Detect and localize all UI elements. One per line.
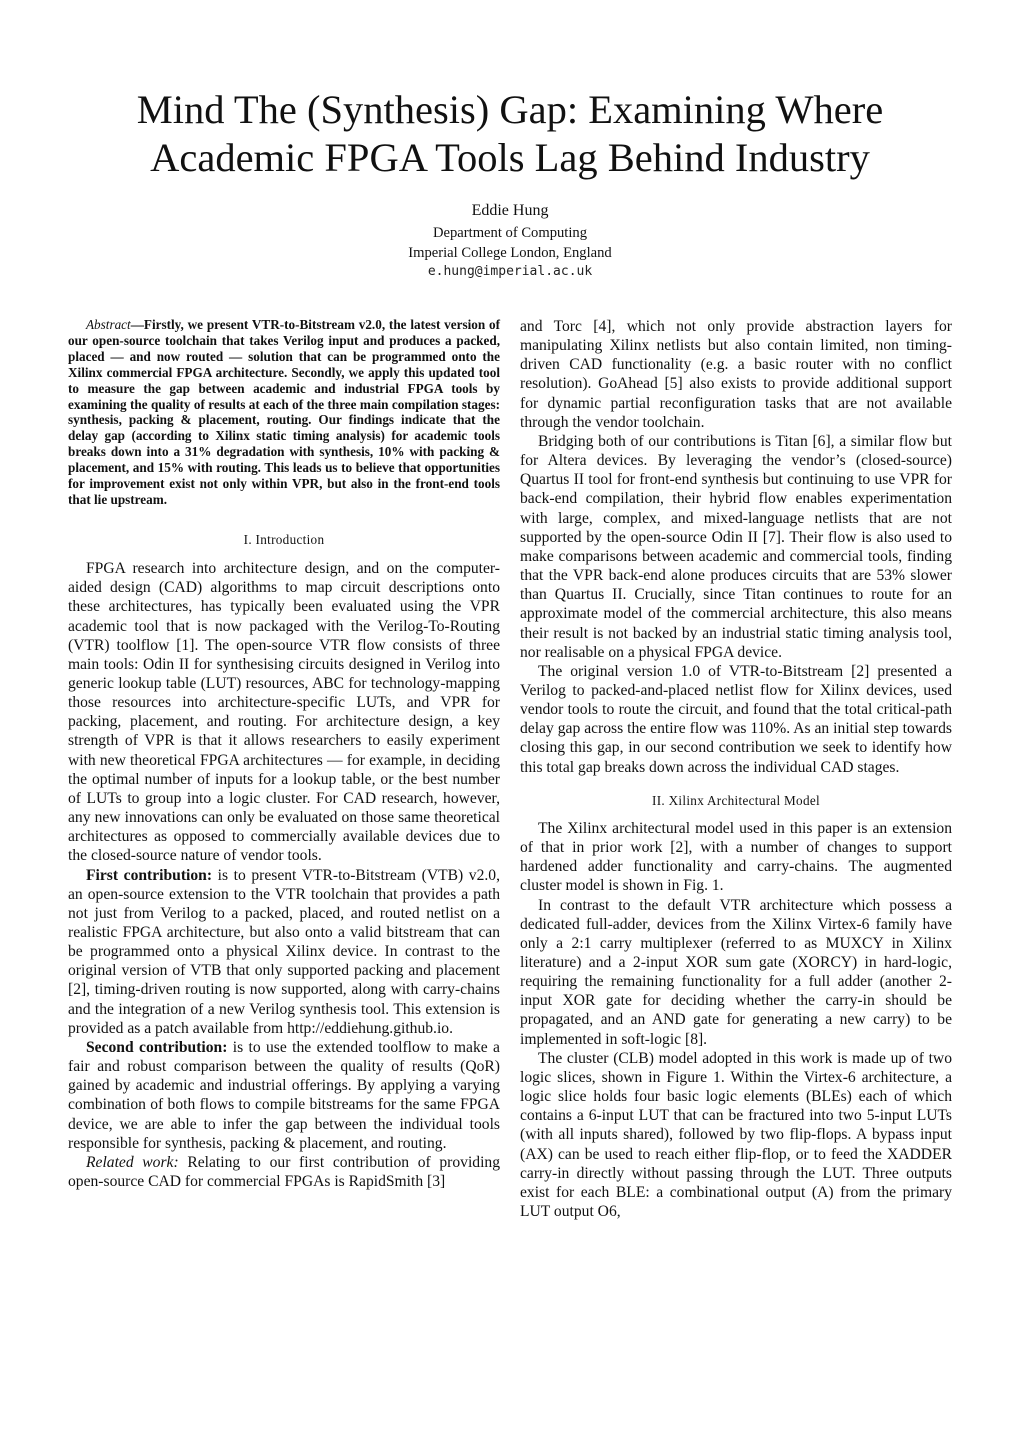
abstract [68, 317, 500, 508]
intro-paragraph-4 [68, 1153, 500, 1191]
author-name: Eddie Hung [471, 202, 549, 219]
intro-paragraph-2 [68, 866, 500, 1038]
title-line-2: Academic FPGA Tools Lag Behind Industry [150, 135, 870, 180]
first-contribution-lead: First contribution: [86, 866, 213, 884]
section-heading-introduction: I. Introduction [243, 531, 325, 547]
author-institution: Imperial College London, England [408, 245, 612, 261]
first-contribution-text: is to present VTR-to-Bitstream (VTB) v2.0, an open-source extension to the VTR toolchain that provides a path not just from Verilog to a packed, placed, and routed netlist on a realistic FPGA architecture, but also onto a valid bitstream that can be programmed onto a physical Xilinx device. In contrast to the original version of VTB that only supported packing and placement [2], timing-driven routing is now supported, along with carry-chains and the integration of a new Verilog synthesis tool. This extension is provided as a patch available from http://eddiehung.github.io. [68, 866, 500, 1037]
title-line-1: Mind The (Synthesis) Gap: Examining Where [136, 87, 884, 132]
intro-paragraph-3 [68, 1038, 500, 1153]
vtb-v1-paragraph: The original version 1.0 of VTR-to-Bitstream [2] presented a Verilog to packed-and-placed netlist flow for Xilinx devices, used vendor tools to route the circuit, and found that the total critical-path delay gap across the entire flow was 110%. As an initial step towards closing this gap, in our second contribution we seek to identify how this total gap breaks down across the individual CAD stages. [520, 662, 952, 776]
abstract-label: Abstract [86, 317, 131, 332]
paper-title [60, 86, 960, 182]
author-email: e.hung@imperial.ac.uk [427, 264, 593, 279]
xilinx-paragraph-1: The Xilinx architectural model used in this paper is an extension of that in prior work [2], with a number of changes to support hardened adder functionality and carry-chains. The augmented cluster model is shown in Fig. 1. [520, 819, 952, 895]
xilinx-paragraph-2: In contrast to the default VTR architecture which possess a dedicated full-adder, devices from the Xilinx Virtex-6 family have only a 2:1 carry multiplexer (referred to as MUXCY in Xilinx literature) and a 2-input XOR sum gate (XORCY) in hard-logic, requiring the remaining functionality for a full adder (another 2-input XOR gate for deciding whether the carry-in should be propagated, and an AND gate for generating a new carry) to be implemented in soft-logic [8]. [520, 896, 952, 1048]
author-department: Department of Computing [432, 225, 588, 241]
second-contribution-text: is to use the extended toolflow to make a fair and robust comparison between the quality of results (QoR) gained by academic and industrial offerings. By applying a varying combination of both flows to compile bitstreams for the same FPGA device, we are able to infer the gap between the individual tools responsible for synthesis, packing & placement, and routing. [68, 1038, 500, 1152]
related-work-text: Relating to our first contribution of providing open-source CAD for commercial FPGAs is RapidSmith [3] [68, 1153, 501, 1191]
left-column [68, 317, 500, 1191]
second-contribution-lead: Second contribution: [86, 1038, 228, 1056]
related-work-lead: Related work: [86, 1153, 179, 1171]
right-column [520, 317, 952, 1221]
titan-paragraph: Bridging both of our contributions is Titan [6], a similar flow but for Altera devices. By leveraging the vendor’s (closed-source) Quartus II tool for front-end synthesis but continuing to use VPR for back-end compilation, their hybrid flow enables experimentation with large, complex, and mixed-language netlists that are not supported by the open-source Odin II [7]. Their flow is also used to make comparisons between academic and commercial tools, finding that the VPR back-end alone produces circuits that are 53% slower than Quartus II. Crucially, since Titan continues to route for an approximate model of the commercial architecture, this also means their result is not backed by an industrial static timing analysis tool, nor realisable on a physical FPGA device. [520, 432, 952, 661]
abstract-text: —Firstly, we present VTR-to-Bitstream v2.0, the latest version of our open-source toolchain that takes Verilog input and produces a packed, placed — and now routed — solution that can be programmed onto the Xilinx commercial FPGA architecture. Secondly, we apply this updated tool to measure the gap between academic and industrial FPGA tools by examining the quality of results at each of the three main compilation stages: synthesis, packing & placement, routing. Our findings indicate that the delay gap (according to Xilinx static timing analysis) for academic tools breaks down into a 31% degradation with synthesis, 10% with packing & placement, and 15% with routing. This leads us to believe that opportunities for improvement exist not only within VPR, but also in the front-end tools that lie upstream. [68, 317, 500, 507]
related-work-continued: and Torc [4], which not only provide abstraction layers for manipulating Xilinx netlists but also contain limited, non timing-driven CAD functionality (e.g. a basic router with no conflict resolution). GoAhead [5] also exists to provide additional support for dynamic partial reconfiguration tasks that are not available through the vendor toolchain. [520, 318, 952, 431]
xilinx-paragraph-3: The cluster (CLB) model adopted in this work is made up of two logic slices, shown in Figure 1. Within the Virtex-6 architecture, a logic slice holds four basic logic elements (BLEs) each of which contains a 6-input LUT that can be fractured into two 5-input LUTs (with all inputs shared), followed by two flip-flops. A bypass input (AX) can be used to reach either flip-flop, or to feed the XADDER carry-in directly without passing through the LUT. Three outputs exist for each BLE: a combinational output (A) from the primary LUT output O6, [520, 1049, 952, 1221]
intro-paragraph-1: FPGA research into architecture design, and on the computer-aided design (CAD) algorithms to map circuit descriptions onto these architectures, has typically been evaluated using the VPR academic tool that is now packaged with the Verilog-To-Routing (VTR) toolflow [1]. The open-source VTR flow consists of three main tools: Odin II for synthesising circuits designed in Verilog into generic lookup table (LUT) resources, ABC for technology-mapping those resources into architecture-specific LUTs, and VPR for packing, placement, and routing. For architecture design, a key strength of VPR is that it allows researchers to easily experiment with new theoretical FPGA architectures — for example, in deciding the optimal number of inputs for a lookup table, or the best number of LUTs to group into a logic cluster. For CAD research, however, any new innovations can only be evaluated on those same theoretical architectures as opposed to commercially available devices due to the closed-source nature of vendor tools. [68, 560, 500, 865]
section-heading-xilinx-model: II. Xilinx Architectural Model [652, 792, 820, 808]
